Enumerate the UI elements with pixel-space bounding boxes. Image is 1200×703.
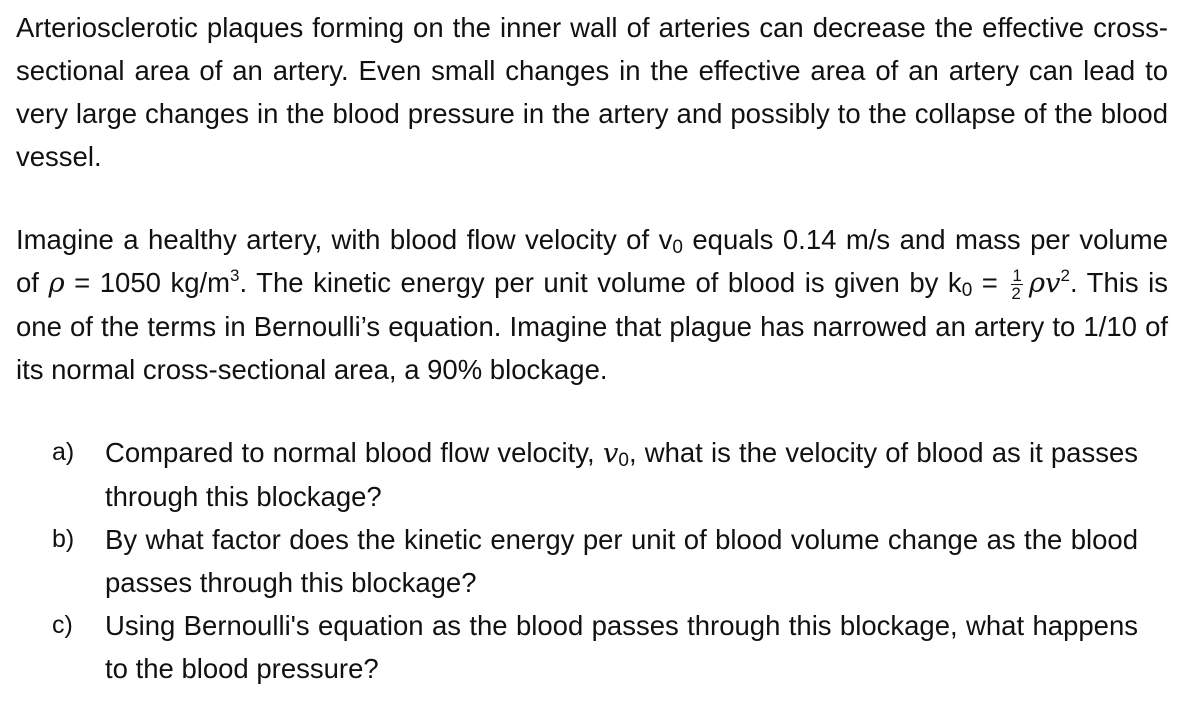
question-c-text: Using Bernoulli's equation as the blood passes through this blockage, what happens to the blood pressure?	[105, 610, 1138, 684]
question-a-text-2: , what is the velocity of blood as it passes through this blockage?	[105, 437, 1138, 512]
fraction-numerator: 1	[1012, 266, 1022, 286]
question-a-text-1: Compared to normal blood flow velocity,	[105, 437, 603, 468]
equals-sign: =	[972, 267, 1008, 298]
cubed-superscript: 3	[230, 266, 240, 285]
problem-paragraph	[16, 218, 1168, 391]
question-b-text: By what factor does the kinetic energy per unit of blood volume change as the blood passes through this blockage?	[105, 524, 1138, 598]
v0-subscript: 0	[672, 237, 683, 258]
question-a-marker: a)	[52, 438, 75, 466]
k0-subscript: 0	[961, 280, 973, 301]
problem-text-3: = 1050 kg/m	[64, 267, 231, 298]
question-b	[16, 518, 1138, 604]
one-half-fraction	[1011, 267, 1022, 302]
fraction-denominator: 2	[1011, 284, 1021, 304]
question-list	[16, 431, 1168, 690]
question-c	[16, 604, 1138, 690]
squared-superscript: 2	[1060, 266, 1071, 285]
problem-text-4: . The kinetic energy per unit volume of blood is given by k	[239, 267, 962, 298]
rho-v-formula: ρv	[1028, 267, 1061, 299]
question-c-marker: c)	[52, 611, 73, 639]
problem-text-2: equals 0.14 m/s and mass per volume of	[16, 224, 1168, 298]
question-a	[16, 431, 1138, 518]
question-b-marker: b)	[52, 525, 75, 553]
problem-text-1: Imagine a healthy artery, with blood flow velocity of v	[16, 224, 673, 255]
v0-variable: v	[602, 437, 619, 469]
rho-symbol: ρ	[48, 267, 65, 299]
document-body	[16, 6, 1168, 690]
v0-variable-subscript: 0	[618, 450, 629, 471]
intro-paragraph: Arteriosclerotic plaques forming on the inner wall of arteries can decrease the effective cross- sectional area of an artery. Even small changes in the effective area of an artery can lead to very large changes in the blood pressure in the artery and possibly to the collapse of the blood vessel.	[16, 12, 1168, 172]
problem-text-5: . This is one of the terms in Bernoulli’s equation. Imagine that plague has narrowed an artery to 1/10 of its normal cross-sectional area, a 90% blockage.	[16, 267, 1169, 385]
